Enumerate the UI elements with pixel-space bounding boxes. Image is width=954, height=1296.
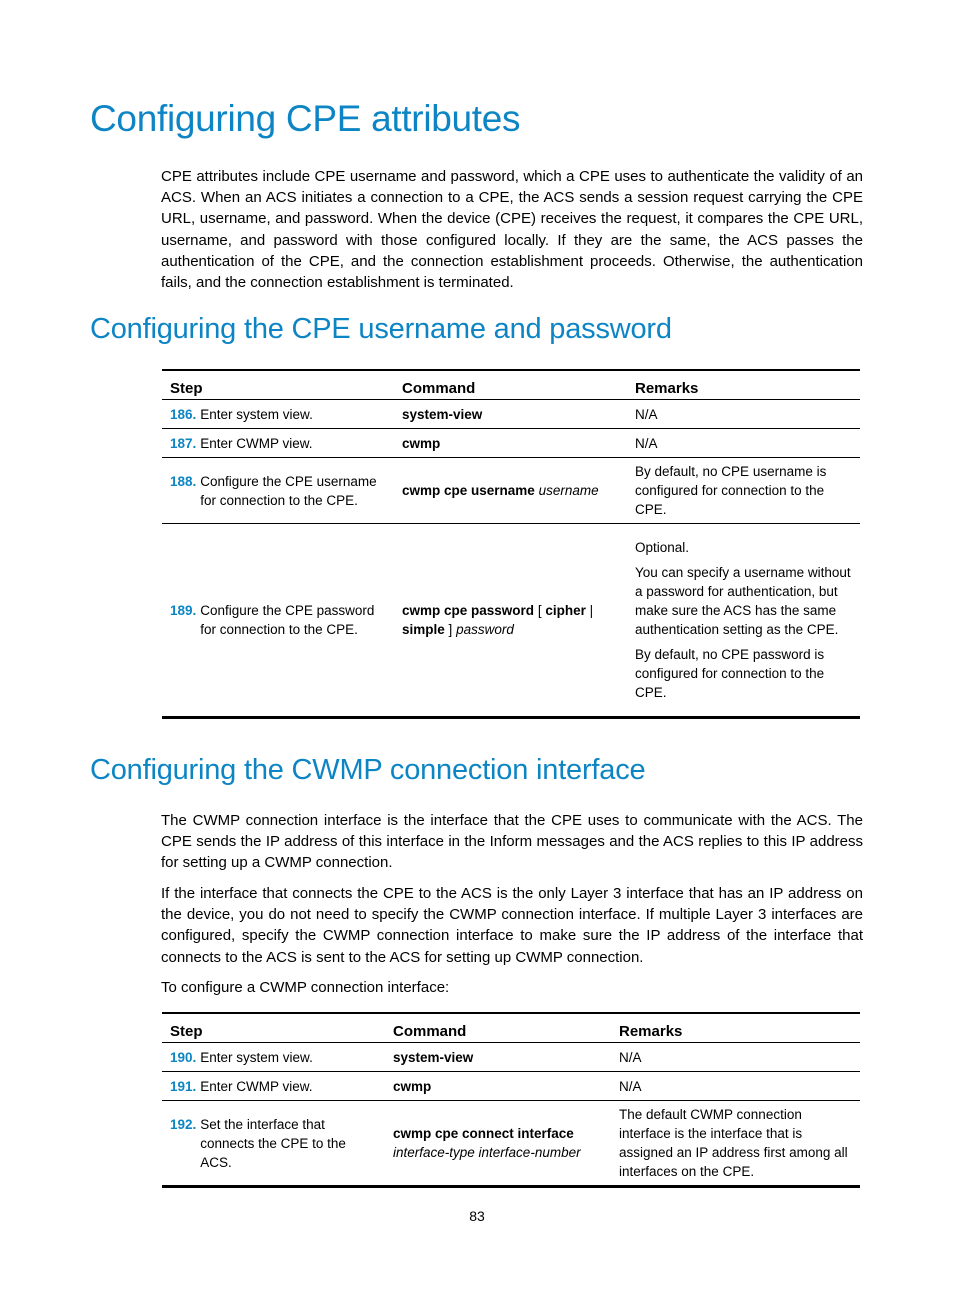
remarks-cell	[627, 524, 860, 718]
command-keyword: system-view	[393, 1049, 474, 1065]
step-number: 187.	[170, 435, 197, 451]
command-cell	[385, 1043, 611, 1072]
command-option-cipher: cipher	[545, 603, 586, 618]
remarks-text: N/A	[619, 1049, 642, 1065]
command-keyword: cwmp cpe username	[402, 483, 535, 498]
command-cell	[394, 458, 627, 524]
remarks-text: Optional.	[635, 540, 690, 555]
table-row	[162, 458, 860, 524]
column-header-step: Step	[162, 1013, 385, 1043]
intro-paragraph: CPE attributes include CPE username and password, which a CPE uses to authenticate the validity of an ACS. When an ACS initiates a connection to a CPE, the ACS sends a session request carrying the CPE URL, username, and password. When the device (CPE) receives the request, it compares the CPE URL, username, and password with those configured locally. If they are the same, the ACS passes the authentication of the CPE, and the connection establishment proceeds. Otherwise, the authentication fails, and the connection establishment is terminated.	[161, 168, 863, 292]
step-cell	[162, 1101, 385, 1187]
step-cell	[162, 1072, 385, 1101]
table-header-row	[162, 370, 860, 400]
step-cell	[162, 429, 394, 458]
page-number: 83	[469, 1208, 485, 1224]
step-cell	[162, 458, 394, 524]
command-option-simple: simple	[402, 622, 445, 637]
remarks-text: The default CWMP connection interface is the interface that is assigned an IP address first among all interfaces on the CPE.	[619, 1107, 848, 1179]
command-argument: interface-type interface-number	[393, 1145, 581, 1160]
step-text: Enter system view.	[200, 1049, 313, 1065]
cwmp-interface-table	[162, 1012, 860, 1188]
step-number: 189.	[170, 603, 197, 618]
cpe-username-password-table	[162, 369, 860, 719]
table-row	[162, 1043, 860, 1072]
remarks-text: N/A	[635, 435, 658, 451]
column-header-remarks: Remarks	[611, 1013, 860, 1043]
command-argument: password	[456, 622, 514, 637]
step-text: Enter system view.	[200, 406, 313, 422]
step-text: Configure the CPE username for connection to the CPE.	[200, 473, 377, 508]
column-header-command: Command	[385, 1013, 611, 1043]
remarks-cell	[627, 458, 860, 524]
table-row	[162, 1101, 860, 1187]
step-number: 186.	[170, 406, 197, 422]
command-keyword: cwmp	[402, 435, 441, 451]
column-header-command: Command	[394, 370, 627, 400]
remarks-cell	[627, 400, 860, 429]
step-cell	[162, 524, 394, 718]
cwmp-interface-paragraph-1: The CWMP connection interface is the interface that the CPE uses to communicate with the ACS. The CPE sends the IP address of this interface in the Inform messages and the ACS replies to this IP address for setting up a CWMP connection.	[161, 812, 863, 872]
command-cell	[394, 524, 627, 718]
command-keyword: system-view	[402, 406, 483, 422]
step-text: Enter CWMP view.	[200, 1078, 313, 1094]
command-cell	[394, 429, 627, 458]
command-cell	[394, 400, 627, 429]
command-keyword: cwmp	[393, 1078, 432, 1094]
column-header-step: Step	[162, 370, 394, 400]
step-text: Configure the CPE password for connection to the CPE.	[200, 603, 375, 637]
table-row	[162, 524, 860, 718]
remarks-text: By default, no CPE username is configured for connection to the CPE.	[635, 464, 827, 517]
section-heading-username-password: Configuring the CPE username and password	[90, 313, 672, 345]
command-argument: username	[538, 483, 599, 498]
column-header-remarks: Remarks	[627, 370, 860, 400]
remarks-cell	[611, 1101, 860, 1187]
remarks-text: By default, no CPE password is configured for connection to the CPE.	[635, 647, 825, 700]
step-number: 188.	[170, 473, 197, 489]
remarks-text: N/A	[635, 406, 658, 422]
table-header-row	[162, 1013, 860, 1043]
command-keyword: cwmp cpe password	[402, 603, 535, 618]
bracket-close: ]	[448, 622, 453, 637]
step-number: 191.	[170, 1078, 197, 1094]
section-heading-cwmp-interface: Configuring the CWMP connection interface	[90, 754, 646, 786]
remarks-text: You can specify a username without a password for authentication, but make sure the ACS has the same authentication setting as the CPE.	[635, 565, 851, 637]
step-text: Enter CWMP view.	[200, 435, 313, 451]
remarks-cell	[611, 1072, 860, 1101]
remarks-cell	[611, 1043, 860, 1072]
bracket-open: [	[537, 603, 542, 618]
table-row	[162, 1072, 860, 1101]
table-row	[162, 400, 860, 429]
step-cell	[162, 400, 394, 429]
remarks-cell	[627, 429, 860, 458]
step-number: 190.	[170, 1049, 197, 1065]
cwmp-interface-paragraph-3: To configure a CWMP connection interface:	[161, 979, 450, 996]
remarks-text: N/A	[619, 1078, 642, 1094]
table-row	[162, 429, 860, 458]
command-cell	[385, 1072, 611, 1101]
step-cell	[162, 1043, 385, 1072]
step-text: Set the interface that connects the CPE to the ACS.	[200, 1116, 346, 1170]
page-title: Configuring CPE attributes	[90, 98, 521, 139]
step-number: 192.	[170, 1116, 197, 1132]
command-cell	[385, 1101, 611, 1187]
command-keyword: cwmp cpe connect interface	[393, 1126, 574, 1141]
option-separator: |	[589, 603, 594, 618]
cwmp-interface-paragraph-2: If the interface that connects the CPE to the ACS is the only Layer 3 interface that has an IP address on the device, you do not need to specify the CWMP connection interface. If multiple Layer 3 interfaces are configured, specify the CWMP connection interface to make sure the IP address of the interface that connects to the ACS is sent to the ACS for setting up CWMP connection.	[161, 885, 863, 966]
